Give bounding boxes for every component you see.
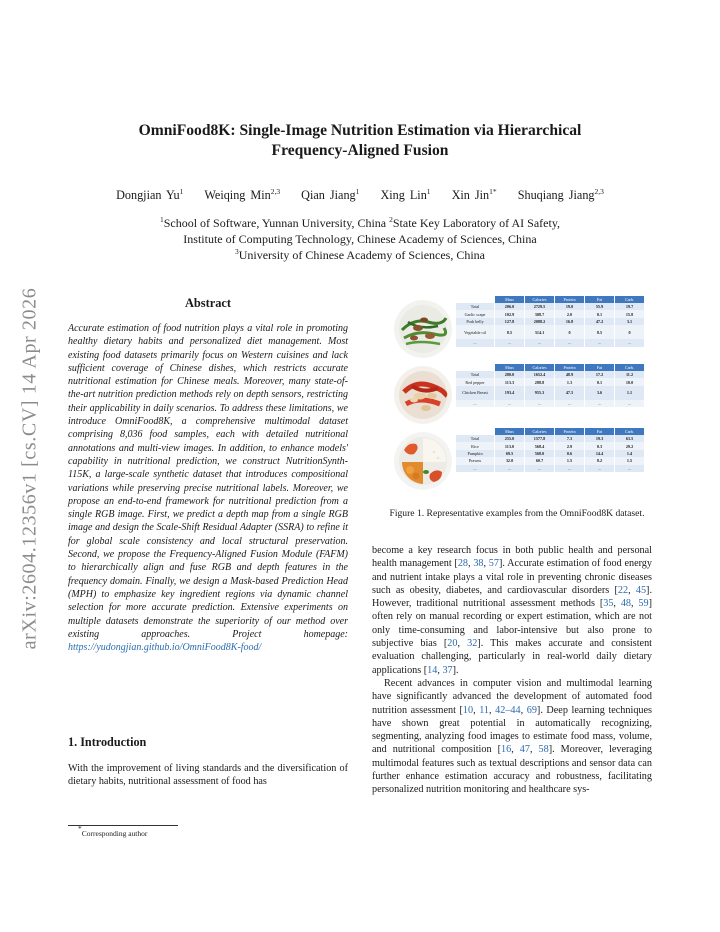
citation-link[interactable]: 28: [457, 558, 469, 570]
citation-link[interactable]: 16: [501, 744, 512, 756]
citation-link[interactable]: 11: [479, 704, 490, 716]
abstract-heading: Abstract: [184, 296, 232, 310]
table-row: Garlic scape 102.9 308.7 2.0 0.1 15.8: [456, 310, 645, 317]
citation-link[interactable]: 38: [473, 558, 484, 570]
table-row: Vegetable oil 8.5 314.1 0 8.5 0: [456, 325, 645, 339]
figure-example-2: [394, 364, 656, 424]
table-row: Rice 113.0 568.4 2.9 0.3 29.2: [456, 442, 645, 449]
citation-link[interactable]: 45: [635, 584, 647, 596]
footnote-rule: [68, 825, 178, 826]
author: Dongjian Yu$^1$: [116, 187, 184, 202]
table-row: Total 206.0 2729.5 19.0 55.9 19.7: [456, 303, 645, 310]
citation-link[interactable]: 47: [519, 744, 530, 756]
affiliation-line-1: $^1$School of Software, Yunnan University, China $^2$State Key Laboratory of AI Safety,: [159, 215, 561, 230]
col-header: Calories: [525, 364, 555, 371]
author-list: [70, 188, 650, 203]
citation-link[interactable]: 69: [526, 704, 537, 716]
col-header: Protein: [555, 296, 585, 303]
affiliation-line-2: Institute of Computing Technology, Chinese Academy of Sciences, China: [183, 232, 537, 246]
food-photo-red-pepper-chicken: [394, 366, 452, 424]
introduction-heading: 1. Introduction: [68, 735, 147, 749]
citation-link[interactable]: 58: [538, 744, 549, 756]
paper-title: [70, 121, 650, 161]
table-row: Pumpkin 69.5 568.0 0.6 14.4 1.4: [456, 450, 645, 457]
nutrition-table-1: [456, 296, 645, 347]
affiliations: [70, 215, 650, 263]
citation-link[interactable]: 35: [603, 598, 614, 610]
col-header: Mass: [495, 296, 525, 303]
table-row: Red pepper 113.3 288.8 1.3 0.1 10.0: [456, 378, 645, 385]
author: Xing Lin$^1$: [380, 187, 431, 202]
citation-link[interactable]: 59: [638, 598, 649, 610]
author: Shuqiang Jiang$^{2,3}$: [517, 187, 604, 202]
figure-example-3: [394, 428, 656, 492]
citation-link[interactable]: 37: [442, 664, 453, 676]
nutrition-table-2: [456, 364, 645, 407]
food-photo-garlic-scape-pork: [394, 300, 452, 358]
col-header: Protein: [555, 364, 585, 371]
table-row: ... ... ... ... ... ...: [456, 465, 645, 472]
figure-caption: Figure 1. Representative examples from the OmniFood8K dataset.: [389, 508, 645, 519]
arxiv-identifier-stamp: [10, 258, 50, 678]
col-header: Carb.: [615, 364, 645, 371]
arxiv-id-text: arXiv:2604.12356v1 [cs.CV] 14 Apr 2026: [18, 287, 41, 649]
col-header: Carb.: [615, 428, 645, 435]
introduction-paragraph: With the improvement of living standards and the diversification of dietary habits, nutritional assessment of food has: [68, 763, 348, 788]
figure-1: [394, 296, 656, 496]
citation-link[interactable]: 20: [447, 638, 458, 650]
nutrition-table-3: [456, 428, 645, 472]
table-row: Total 255.0 1577.8 7.3 19.3 63.5: [456, 435, 645, 442]
table-row: ... ... ... ... ... ...: [456, 400, 645, 407]
col-header: Mass: [495, 364, 525, 371]
table-row: Prawns 32.0 60.7 1.5 8.2 1.5: [456, 457, 645, 464]
col-header: Protein: [555, 428, 585, 435]
abstract-body: Accurate estimation of food nutrition plays a vital role in promoting healthy dietary habits and personalized diet management. Most existing food datasets primarily focus on Western cuisines and lack sufficient coverage of Chinese dishes, which restricts accurate nutritional estimation for Chinese meals. Moreover, many state-of-the-art nutrition prediction methods rely on depth sensors, restricting their applicability in daily scenarios. To address these limitations, we introduce OmniFood8K, a comprehensive multimodal dataset comprising 8,036 food samples, each with detailed nutritional annotations and multi-view images. In addition, to enhance models' capability in nutritional prediction, we construct NutritionSynth-115K, a large-scale synthetic dataset that introduces compositional variations while preserving precise nutritional labels. Moreover, we propose an end-to-end framework for nutritional prediction from a single RGB image. First, we predict a depth map from a single RGB image and design the Scale-Shift Residual Adapter (SSRA) to refine it for global scale consistency and local structural preservation. Second, we propose the Frequency-Aligned Fusion Module (FAFM) to hierarchically align and fuse RGB and depth features in the frequency domain. Finally, we design a Mask-based Prediction Head (MPH) to emphasize key ingredient regions via dynamic channel selection for more accurate prediction. Extensive experiments on multiple datasets demonstrate the superiority of our method over existing approaches. Project homepage: https://yudongjian.github.io/OmniFood8K-food/: [68, 323, 348, 654]
project-homepage-link[interactable]: https://yudongjian.github.io/OmniFood8K-food/: [68, 642, 262, 654]
figure-example-1: [394, 296, 656, 360]
col-header: Fat: [585, 428, 615, 435]
col-header: Calories: [525, 428, 555, 435]
col-header: Calories: [525, 296, 555, 303]
citation-link[interactable]: 32: [467, 638, 478, 650]
citation-link[interactable]: 48: [620, 598, 632, 610]
introduction-continued: become a key research focus in both public health and personal health management [28, 38, 57]. Accurate estimation of food energy and nutrient intake plays a vital role in preventing chronic diseases such as obesity, diabetes, and cardiovascular disorders [22, 45]. However, traditional nutritional assessment methods [35, 48, 59] often rely on manual recording or expert estimation, which are not only time-consuming and labor-intensive but also prone to subjective bias [20, 32]. This makes accurate and consistent evaluation challenging, particularly in real-world daily dietary applications [14, 37]. Recent advances in computer vision and multimodal learning have significantly advanced the development of automated food nutrition assessment [10, 11, 42–44, 69]. Deep learning techniques have shown great potential in automatically recognizing, segmenting, analyzing food images to estimate food mass, volume, and nutritional composition [16, 47, 58]. Moreover, leveraging multimodal features such as textual descriptions and sensor data can further enhance estimation accuracy and robustness, facilitating personalized nutrition monitoring and healthcare sys-: [372, 545, 653, 796]
col-header: Fat: [585, 364, 615, 371]
citation-link[interactable]: 14: [427, 664, 438, 676]
footnote: *Corresponding author: [78, 824, 148, 838]
col-header: Fat: [585, 296, 615, 303]
citation-link[interactable]: 10: [462, 704, 474, 716]
citation-link[interactable]: 42–44: [495, 704, 521, 716]
citation-link[interactable]: 57: [488, 558, 499, 570]
title-line-2: Frequency-Aligned Fusion: [271, 142, 449, 159]
col-header: Mass: [495, 428, 525, 435]
table-row: Chicken Breast 193.4 955.3 47.5 3.6 1.1: [456, 386, 645, 400]
table-row: ... ... ... ... ... ...: [456, 339, 645, 346]
col-header: Carb.: [615, 296, 645, 303]
title-line-1: OmniFood8K: Single-Image Nutrition Estimation via Hierarchical: [138, 122, 582, 139]
citation-link[interactable]: 22: [617, 584, 629, 596]
author: Weiqing Min$^{2,3}$: [204, 187, 281, 202]
table-row: Total 280.0 1652.4 48.9 17.2 11.2: [456, 371, 645, 378]
author: Xin Jin$^{1*}$: [451, 187, 497, 202]
table-row: Pork belly 127.8 2088.2 16.8 47.2 3.1: [456, 318, 645, 325]
affiliation-line-3: $^3$University of Chinese Academy of Sciences, China: [234, 247, 486, 262]
food-photo-rice-pumpkin-prawns: [394, 432, 452, 490]
author: Qian Jiang$^1$: [301, 187, 360, 202]
